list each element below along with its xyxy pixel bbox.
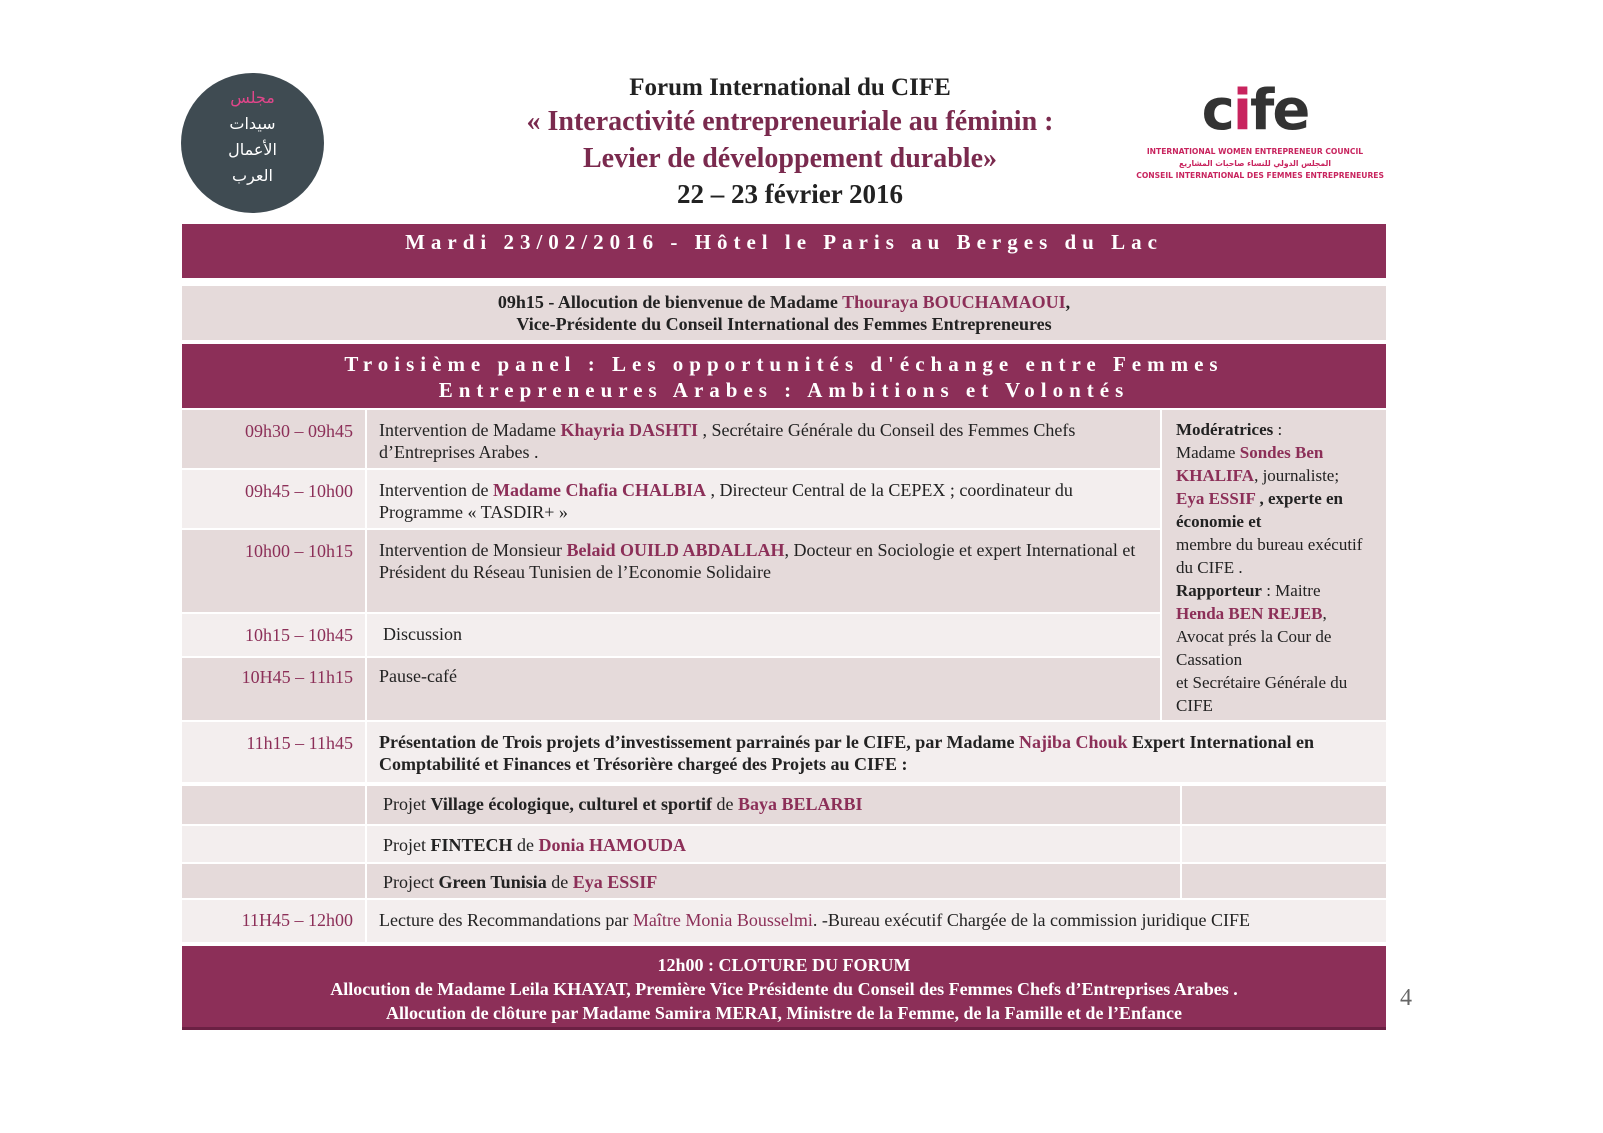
- project-text: de: [546, 872, 573, 892]
- session-row: Discussion: [367, 614, 1160, 656]
- moderator-name: Eya ESSIF: [1176, 489, 1256, 508]
- session-row: [367, 722, 1386, 782]
- cife-logo: [1130, 76, 1384, 182]
- speaker-name: Najiba Chouk: [1018, 732, 1128, 752]
- welcome-text: ,: [1065, 292, 1071, 312]
- empty-cell: [1182, 864, 1386, 898]
- panel-band: [182, 344, 1386, 408]
- session-row: Pause-café: [367, 658, 1160, 720]
- speaker-name: Khayria DASHTI: [560, 420, 698, 440]
- empty-cell: [1182, 786, 1386, 824]
- moderators-cell: [1162, 410, 1386, 720]
- session-text: Lecture des Recommandations par: [379, 910, 633, 930]
- empty-cell: [182, 786, 365, 824]
- arab-businesswomen-logo: [181, 73, 324, 213]
- empty-cell: [182, 826, 365, 862]
- session-row: [367, 900, 1386, 942]
- session-text: , Docteur en Sociologie et expert International et Président du Réseau Tunisien de l’Economie Solidaire: [379, 540, 1136, 582]
- project-row: [367, 864, 1180, 898]
- closing-text: Allocution de clôture par Madame Samira MERAI, Ministre de la Femme, de la Famille et de l’Enfance: [386, 1003, 1182, 1023]
- project-row: [367, 786, 1180, 824]
- day-band: Mardi 23/02/2016 - Hôtel le Paris au Berges du Lac: [182, 224, 1386, 278]
- session-row: [367, 410, 1160, 468]
- speaker-name: Belaid OUILD ABDALLAH: [566, 540, 785, 560]
- closing-text: Allocution de Madame Leila KHAYAT, Première Vice Présidente du Conseil des Femmes Chefs d’Entreprises Arabes .: [330, 979, 1238, 999]
- logo-caption: المجلس الدولي للنساء صاحبات المشاريع: [1179, 159, 1331, 168]
- session-text: . -Bureau exécutif Chargée de la commission juridique CIFE: [812, 910, 1250, 930]
- moderators-text: : Maitre: [1261, 581, 1321, 600]
- project-row: [367, 826, 1180, 862]
- logo-letter: c: [1201, 78, 1233, 143]
- empty-cell: [182, 864, 365, 898]
- panel-title: Troisième panel : Les opportunités d'échange entre Femmes: [344, 352, 1224, 376]
- logo-letter: i: [1232, 78, 1251, 143]
- forum-subtitle: « Interactivité entrepreneuriale au féminin :: [526, 106, 1054, 137]
- speaker-name: Madame Chafia CHALBIA: [492, 480, 706, 500]
- project-owner: Baya BELARBI: [737, 794, 863, 814]
- rapporteur-name: Henda BEN REJEB: [1176, 604, 1323, 623]
- welcome-text: 09h15 - Allocution de bienvenue de Madame: [497, 292, 843, 312]
- project-owner: Eya ESSIF: [572, 872, 658, 892]
- forum-title: Forum International du CIFE: [629, 74, 951, 101]
- project-text: Project: [383, 872, 439, 892]
- project-text: Projet: [383, 835, 431, 855]
- session-row: [367, 470, 1160, 528]
- moderators-text: , experte en économie et: [1176, 489, 1344, 531]
- closing-band: [182, 946, 1386, 1030]
- forum-subtitle: Levier de développement durable»: [582, 143, 997, 174]
- moderators-text: et Secrétaire Générale du CIFE: [1176, 673, 1348, 715]
- project-text: Projet: [383, 794, 431, 814]
- time-slot: 09h45 – 10h00: [182, 470, 365, 528]
- logo-caption: INTERNATIONAL WOMEN ENTREPRENEUR COUNCIL: [1146, 147, 1364, 156]
- moderators-text: membre du bureau exécutif du CIFE .: [1176, 535, 1363, 577]
- session-text: Intervention de: [379, 480, 493, 500]
- moderators-text: Avocat prés la Cour de Cassation: [1176, 627, 1332, 669]
- moderators-text: Madame: [1176, 443, 1240, 462]
- welcome-text: Vice-Présidente du Conseil International des Femmes Entrepreneures: [516, 314, 1052, 334]
- logo-text: مجلس: [230, 88, 275, 107]
- moderators-text: :: [1273, 420, 1283, 439]
- session-text: Intervention de Monsieur: [379, 540, 567, 560]
- logo-text: سيدات: [229, 114, 276, 133]
- forum-dates: 22 – 23 février 2016: [677, 179, 903, 209]
- project-title: Green Tunisia: [438, 872, 547, 892]
- session-text: Expert International en Comptabilité et Finances et Trésorière chargeé des Projets au CIFE :: [379, 732, 1315, 774]
- panel-title: Entrepreneures Arabes : Ambitions et Volontés: [438, 378, 1130, 402]
- project-title: FINTECH: [430, 835, 513, 855]
- project-text: de: [512, 835, 539, 855]
- empty-cell: [1182, 826, 1386, 862]
- session-text: , Secrétaire Générale du Conseil des Femmes Chefs d’Entreprises Arabes .: [379, 420, 1076, 462]
- project-owner: Donia HAMOUDA: [538, 835, 687, 855]
- time-slot: 11h15 – 11h45: [182, 722, 365, 782]
- logo-caption: CONSEIL INTERNATIONAL DES FEMMES ENTREPRENEURES: [1136, 171, 1384, 180]
- moderators-text: , journaliste;: [1254, 466, 1340, 485]
- speaker-name: Maître Monia Bousselmi: [632, 910, 813, 930]
- time-slot: 10h15 – 10h45: [182, 614, 365, 656]
- rapporteur-label: Rapporteur: [1176, 581, 1262, 600]
- moderator-name: Sondes Ben KHALIFA: [1176, 443, 1324, 485]
- logo-text: الأعمال: [228, 140, 277, 159]
- session-row: [367, 530, 1160, 612]
- logo-letter: fe: [1250, 78, 1309, 143]
- welcome-row: [182, 286, 1386, 340]
- time-slot: 10h00 – 10h15: [182, 530, 365, 612]
- time-slot: 09h30 – 09h45: [182, 410, 365, 468]
- session-text: Présentation de Trois projets d’investissement parrainés par le CIFE, par Madame: [379, 732, 1019, 752]
- page-number: 4: [1400, 985, 1412, 1011]
- session-text: Intervention de Madame: [379, 420, 561, 440]
- closing-title: 12h00 : CLOTURE DU FORUM: [657, 955, 911, 975]
- moderators-label: Modératrices: [1176, 420, 1274, 439]
- session-text: , Directeur Central de la CEPEX ; coordinateur du Programme « TASDIR+ »: [379, 480, 1073, 522]
- logo-text: العرب: [232, 166, 273, 185]
- time-slot: 10H45 – 11h15: [182, 658, 365, 720]
- project-text: de: [711, 794, 738, 814]
- project-title: Village écologique, culturel et sportif: [430, 794, 712, 814]
- speaker-name: Thouraya BOUCHAMAOUI: [842, 292, 1066, 312]
- time-slot: 11H45 – 12h00: [182, 900, 365, 942]
- moderators-text: ,: [1322, 604, 1327, 623]
